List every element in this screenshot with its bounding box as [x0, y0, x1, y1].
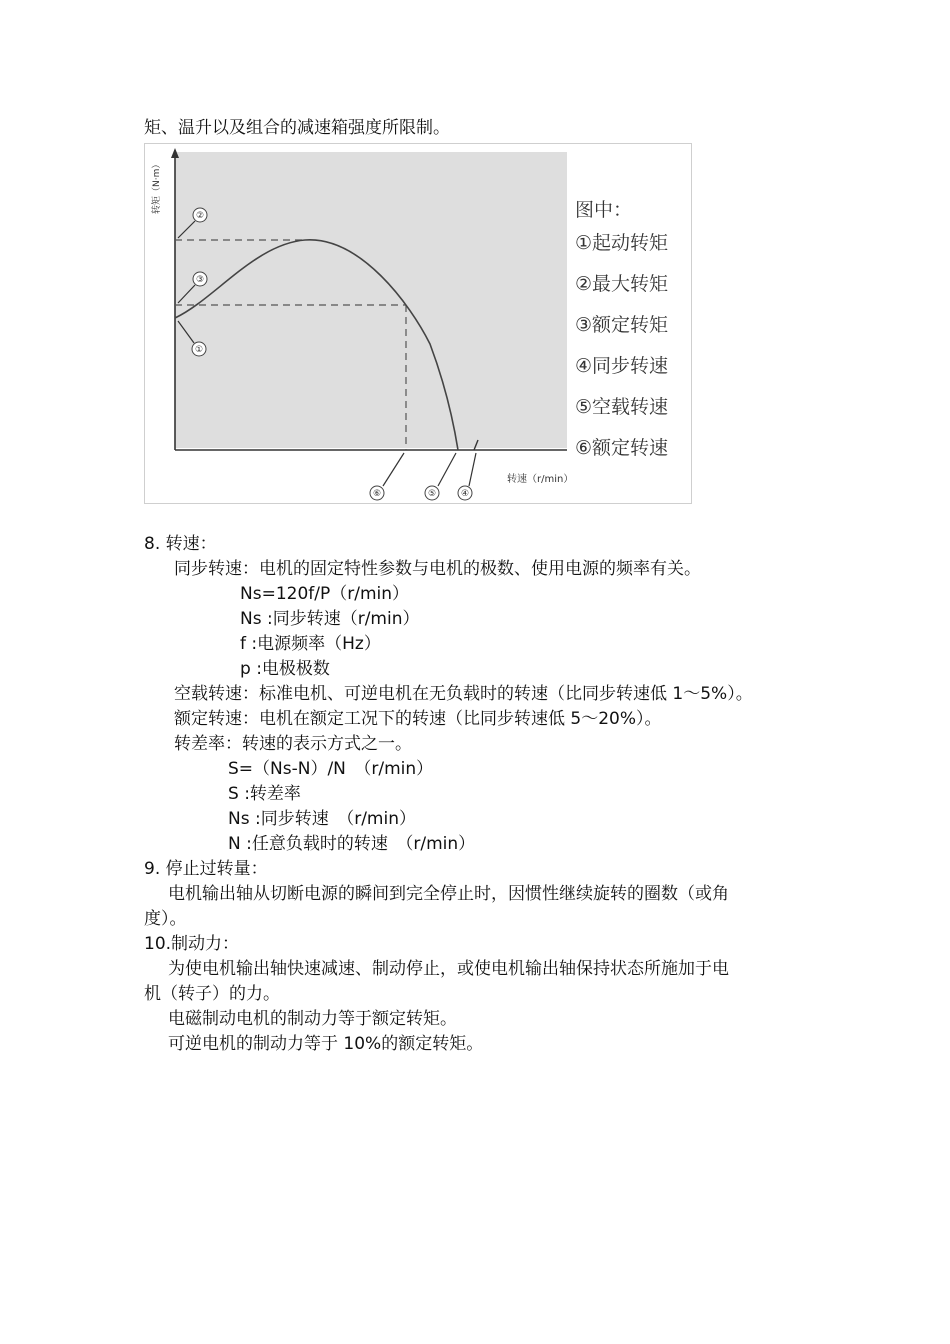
legend-item: ②最大转矩 — [575, 273, 669, 295]
section9-heading: 9. 停止过转量： — [144, 859, 268, 879]
legend-item: ①起动转矩 — [575, 232, 669, 254]
marker-3: ③ — [195, 275, 205, 285]
section9-text-1: 电机输出轴从切断电源的瞬间到完全停止时，因惯性继续旋转的圈数（或角 — [168, 884, 729, 904]
torque-speed-chart — [145, 144, 691, 503]
slip-definition: 转差率：转速的表示方式之一。 — [174, 734, 412, 754]
slip-formula: S=（Ns-N）/N （r/min） — [228, 759, 434, 779]
noload-speed-definition: 空载转速：标准电机、可逆电机在无负载时的转速（比同步转速低 1～5%）。 — [174, 684, 753, 704]
marker-6-arrow — [383, 453, 404, 486]
torque-speed-figure — [144, 143, 692, 504]
plot-area — [175, 152, 567, 448]
y-axis-label: 转矩（N·m） — [152, 159, 162, 214]
s-definition: S :转差率 — [228, 784, 301, 804]
legend-title: 图中： — [575, 199, 633, 221]
section10-text-1: 为使电机输出轴快速减速、制动停止，或使电机输出轴保持状态所施加于电 — [168, 959, 729, 979]
n-definition: N :任意负载时的转速 （r/min） — [228, 834, 476, 854]
ns2-definition: Ns :同步转速 （r/min） — [228, 809, 416, 829]
marker-5-arrow — [438, 453, 456, 486]
legend-item: ⑥额定转速 — [575, 437, 669, 459]
sync-speed-definition: 同步转速：电机的固定特性参数与电机的极数、使用电源的频率有关。 — [174, 559, 701, 579]
section10-text-3: 电磁制动电机的制动力等于额定转矩。 — [168, 1009, 457, 1029]
intro-text: 矩、温升以及组合的减速箱强度所限制。 — [144, 118, 450, 138]
legend-item: ④同步转速 — [575, 355, 669, 377]
section10-text-2: 机（转子）的力。 — [144, 984, 280, 1004]
marker-4-arrow — [469, 453, 476, 486]
rated-speed-definition: 额定转速：电机在额定工况下的转速（比同步转速低 5～20%）。 — [174, 709, 662, 729]
x-axis-label: 转速（r/min） — [507, 474, 574, 485]
marker-4: ④ — [460, 489, 470, 499]
section10-text-4: 可逆电机的制动力等于 10%的额定转矩。 — [168, 1034, 484, 1054]
marker-6: ⑥ — [372, 489, 382, 499]
marker-5: ⑤ — [427, 489, 437, 499]
p-definition: p :电极极数 — [240, 659, 330, 679]
marker-2: ② — [195, 211, 205, 221]
section9-text-2: 度）。 — [144, 909, 187, 929]
legend-item: ③额定转矩 — [575, 314, 669, 336]
section10-heading: 10.制动力： — [144, 934, 240, 954]
section8-heading: 8. 转速： — [144, 534, 217, 554]
legend-item: ⑤空载转速 — [575, 396, 669, 418]
sync-speed-formula: Ns=120f/P（r/min） — [240, 584, 410, 604]
f-definition: f :电源频率（Hz） — [240, 634, 381, 654]
ns-definition: Ns :同步转速（r/min） — [240, 609, 420, 629]
marker-1: ① — [194, 345, 204, 355]
